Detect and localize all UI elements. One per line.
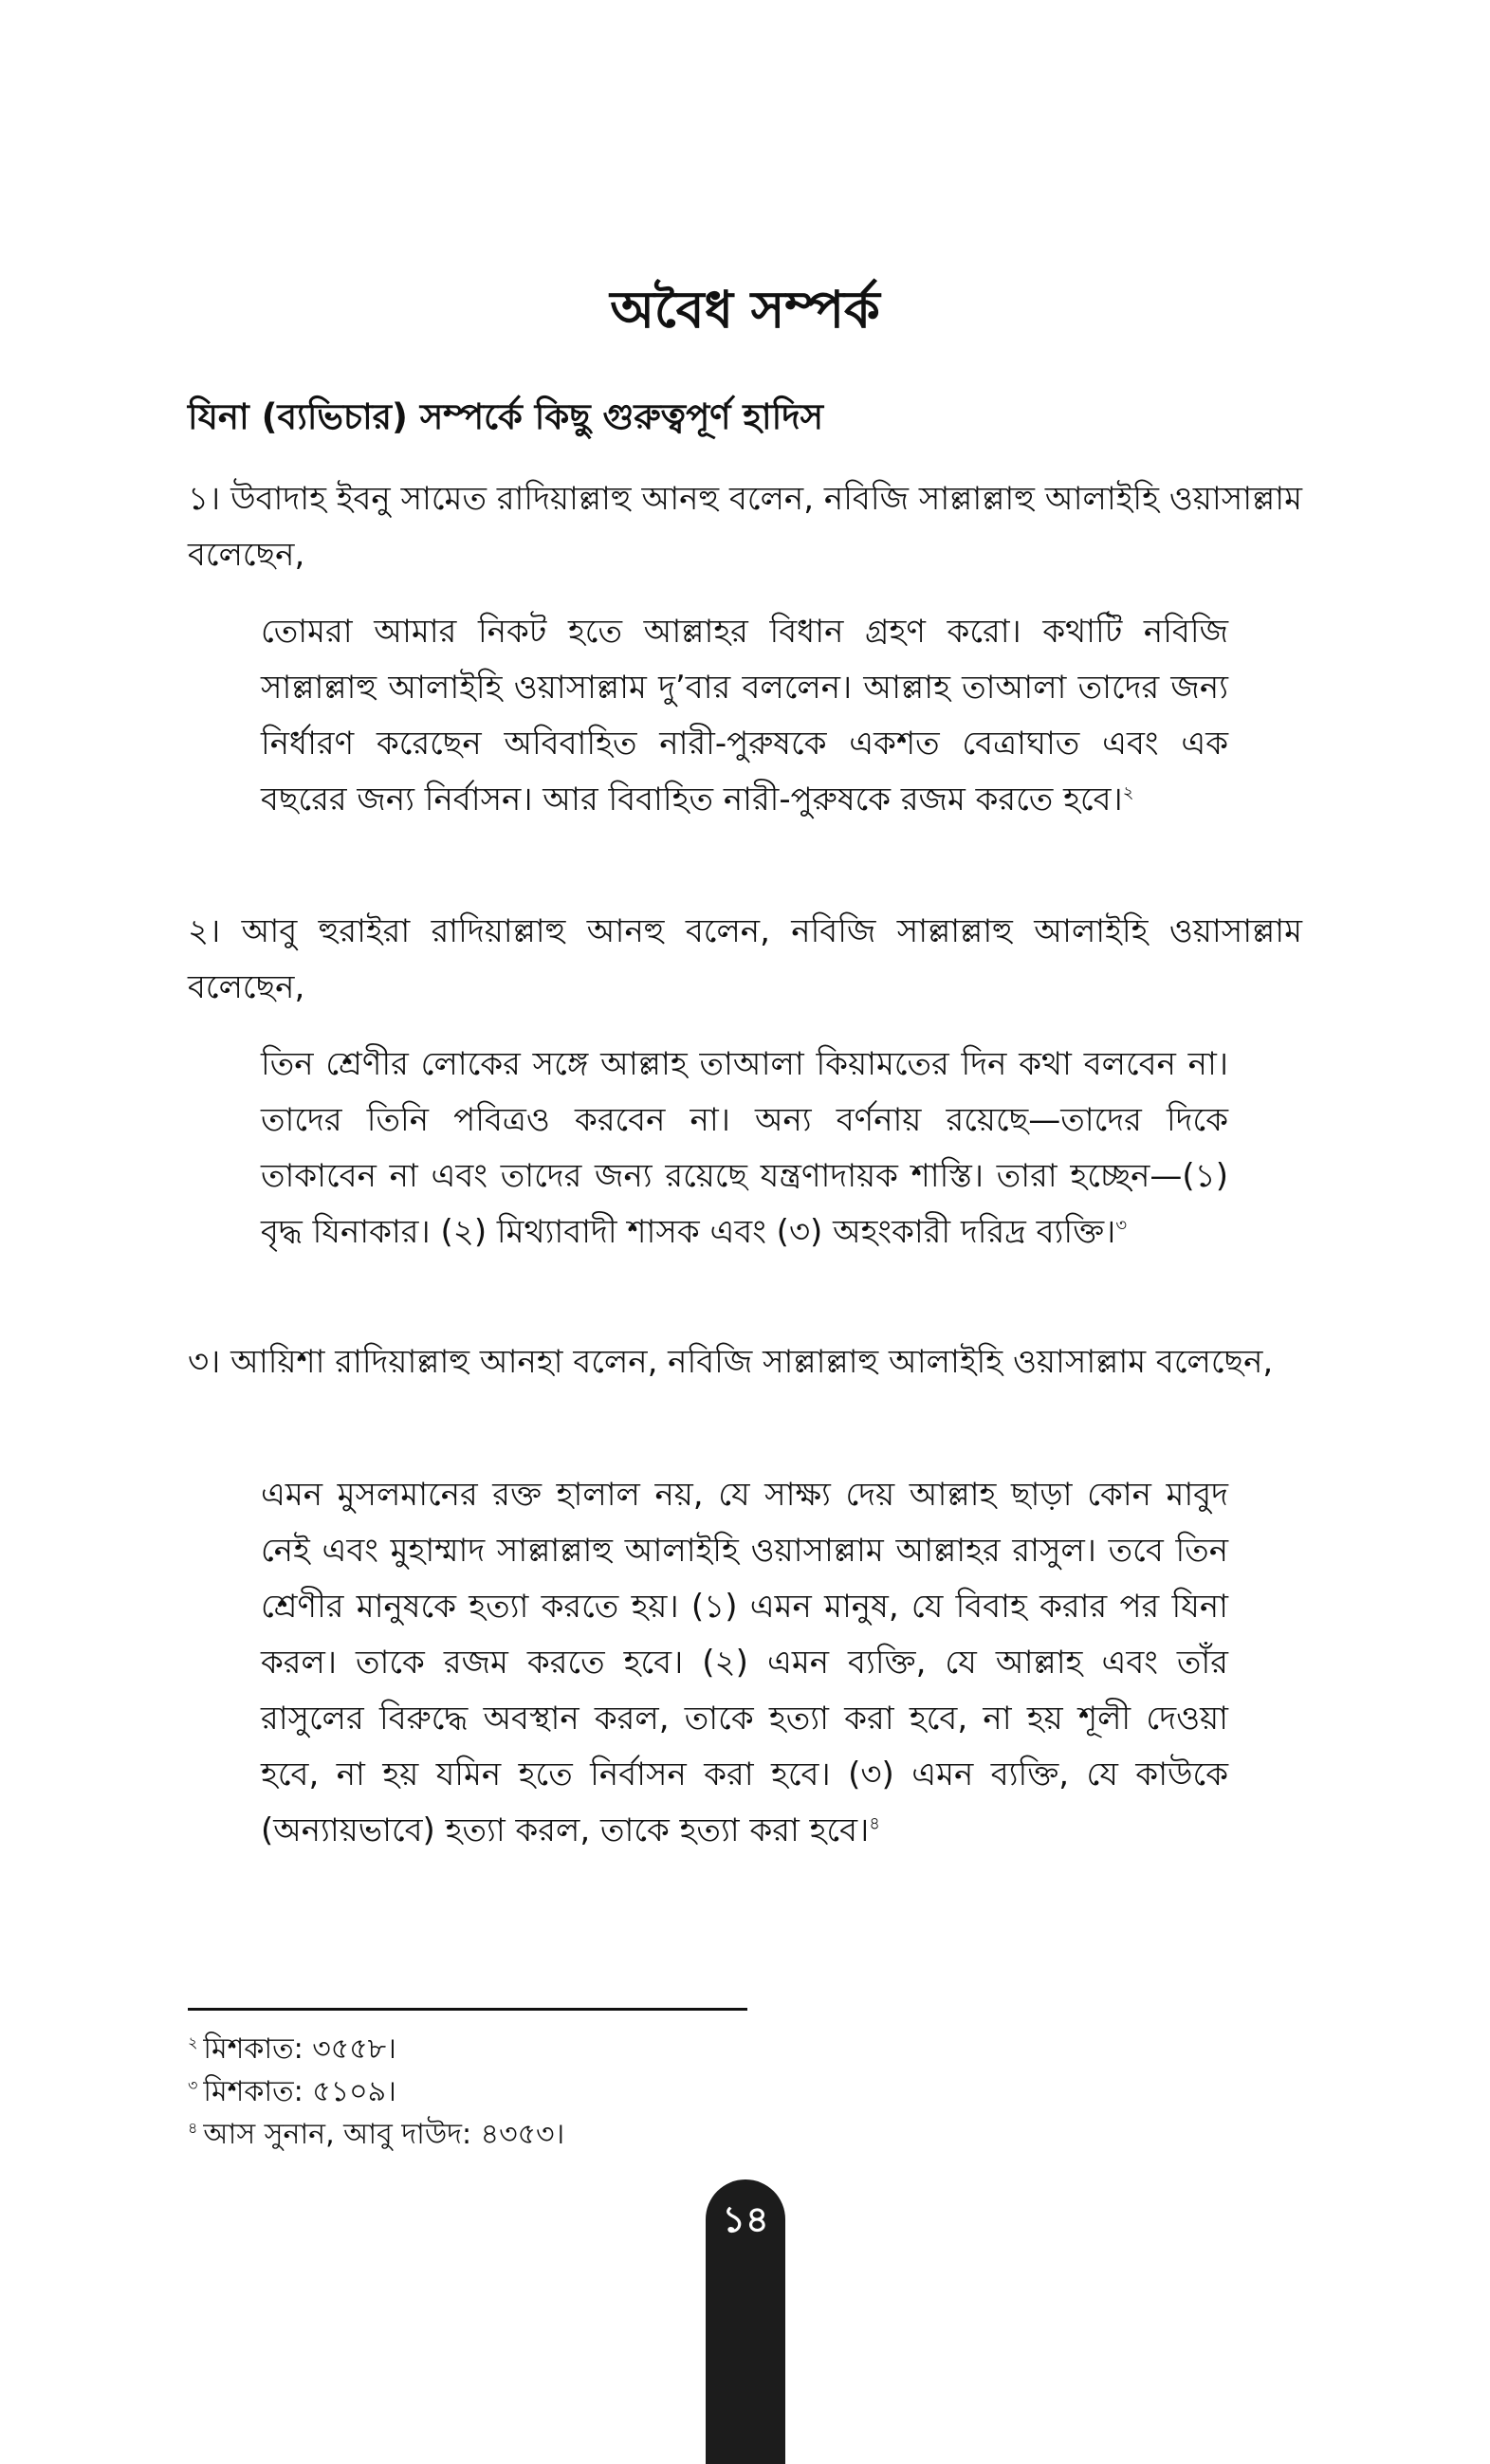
footnote-divider xyxy=(188,2008,747,2011)
footnotes-list xyxy=(188,2028,1231,2156)
hadith-3-intro: ৩। আয়িশা রাদিয়াল্লাহু আনহা বলেন, নবিজি সাল্লাল্লাহু আলাইহি ওয়াসাল্লাম বলেছেন, xyxy=(188,1343,1274,1381)
hadith-3-quote xyxy=(261,1467,1228,1859)
hadith-3-quote-text: এমন মুসলমানের রক্ত হালাল নয়, যে সাক্ষ্য দেয় আল্লাহ ছাড়া কোন মাবুদ নেই এবং মুহাম্মাদ সাল্লাল্লাহু আলাইহি ওয়াসাল্লাম আল্লাহর রাসুল। তবে তিন শ্রেণীর মানুষকে হত্যা করতে হয়। (১) এমন মানুষ, যে বিবাহ করার পর যিনা করল। তাকে রজম করতে হবে। (২) এমন ব্যক্তি, যে আল্লাহ এবং তাঁর রাসুলের বিরুদ্ধে অবস্থান করল, তাকে হত্যা করা হবে, না হয় শূলী দেওয়া হবে, না হয় যমিন হতে নির্বাসন করা হবে। (৩) এমন ব্যক্তি, যে কাউকে (অন্যায়ভাবে) হত্যা করল, তাকে হত্যা করা হবে। xyxy=(261,1476,1228,1849)
hadith-2-quote xyxy=(261,1037,1228,1260)
hadith-2-intro: ২। আবু হুরাইরা রাদিয়াল্লাহু আনহু বলেন, নবিজি সাল্লাল্লাহু আলাইহি ওয়াসাল্লাম বলেছেন, xyxy=(188,912,1302,1006)
footnote-mark: ২ xyxy=(188,2033,198,2051)
footnote-text: মিশকাত: ৫১০৯। xyxy=(203,2075,396,2108)
hadith-2-quote-text: তিন শ্রেণীর লোকের সঙ্গে আল্লাহ তাআলা কিয়ামতের দিন কথা বলবেন না। তাদের তিনি পবিত্রও করবেন না। অন্য বর্ণনায় রয়েছে—তাদের দিকে তাকাবেন না এবং তাদের জন্য রয়েছে যন্ত্রণাদায়ক শাস্তি। তারা হচ্ছেন—(১) বৃদ্ধ যিনাকার। (২) মিথ্যাবাদী শাসক এবং (৩) অহংকারী দরিদ্র ব্যক্তি। xyxy=(261,1045,1228,1251)
page-number: ১৪ xyxy=(722,2198,769,2240)
hadith-1-intro: ১। উবাদাহ ইবনু সামেত রাদিয়াল্লাহু আনহু বলেন, নবিজি সাল্লাল্লাহু আলাইহি ওয়াসাল্লাম বলেছেন, xyxy=(188,480,1302,574)
footnote-2 xyxy=(188,2028,1231,2070)
footnote-ref-3[interactable]: ৩ xyxy=(1115,1215,1128,1236)
footnote-text: মিশকাত: ৩৫৫৮। xyxy=(203,2032,396,2066)
hadith-1-quote-text: তোমরা আমার নিকট হতে আল্লাহর বিধান গ্রহণ করো। কথাটি নবিজি সাল্লাল্লাহু আলাইহি ওয়াসাল্লাম দু’বার বললেন। আল্লাহ তাআলা তাদের জন্য নির্ধারণ করেছেন অবিবাহিত নারী-পুরুষকে একশত বেত্রাঘাত এবং এক বছরের জন্য নির্বাসন। আর বিবাহিত নারী-পুরুষকে রজম করতে হবে। xyxy=(261,613,1228,818)
footnote-mark: ৪ xyxy=(188,2119,198,2137)
page-title: অবৈধ সম্পর্ক xyxy=(610,280,880,340)
footnote-ref-4[interactable]: ৪ xyxy=(869,1813,880,1834)
hadith-1-quote xyxy=(261,604,1228,828)
footnote-ref-2[interactable]: ২ xyxy=(1122,782,1134,803)
footnote-text: আস সুনান, আবু দাউদ: ৪৩৫৩। xyxy=(203,2118,565,2151)
footnote-4 xyxy=(188,2113,1231,2156)
section-heading: যিনা (ব্যভিচার) সম্পর্কে কিছু গুরুত্বপূর্ণ হাদিস xyxy=(188,396,824,437)
footnote-mark: ৩ xyxy=(188,2076,198,2094)
footnote-3 xyxy=(188,2070,1231,2113)
